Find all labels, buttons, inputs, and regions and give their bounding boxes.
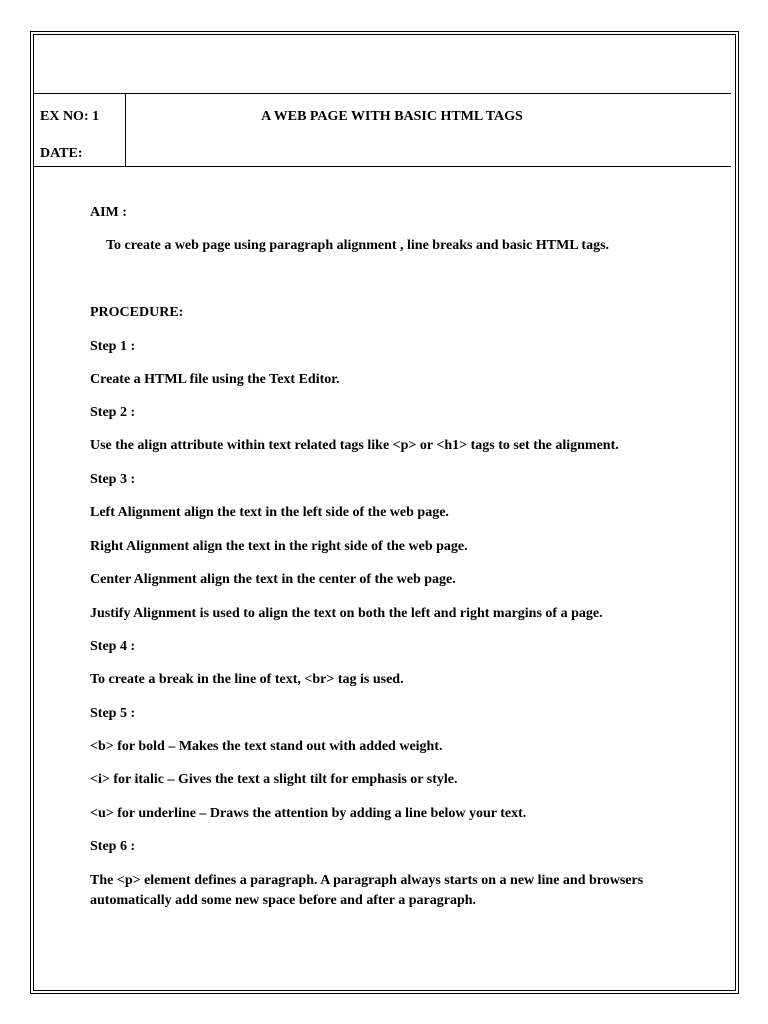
step1-text: Create a HTML file using the Text Editor. bbox=[90, 372, 340, 387]
step3-label: Step 3 : bbox=[90, 472, 136, 487]
step2-text: Use the align attribute within text related tags like <p> or <h1> tags to set the alignment. bbox=[90, 438, 619, 453]
document-title: A WEB PAGE WITH BASIC HTML TAGS bbox=[261, 109, 523, 124]
step3-line-left: Left Alignment align the text in the left side of the web page. bbox=[90, 505, 449, 520]
procedure-heading: PROCEDURE: bbox=[90, 305, 184, 320]
aim-heading: AIM : bbox=[90, 205, 127, 220]
ex-no-label: EX NO: 1 bbox=[40, 109, 100, 124]
step6-label: Step 6 : bbox=[90, 839, 136, 854]
header-band bbox=[34, 93, 731, 167]
step4-text: To create a break in the line of text, <br> tag is used. bbox=[90, 672, 404, 687]
step5-line-underline: <u> for underline – Draws the attention by adding a line below your text. bbox=[90, 806, 527, 821]
step3-line-right: Right Alignment align the text in the right side of the web page. bbox=[90, 539, 468, 554]
date-label: DATE: bbox=[40, 146, 83, 161]
step4-label: Step 4 : bbox=[90, 639, 136, 654]
step3-line-center: Center Alignment align the text in the center of the web page. bbox=[90, 572, 456, 587]
step1-label: Step 1 : bbox=[90, 339, 136, 354]
step5-label: Step 5 : bbox=[90, 706, 136, 721]
step5-line-bold: <b> for bold – Makes the text stand out with added weight. bbox=[90, 739, 443, 754]
aim-text: To create a web page using paragraph alignment , line breaks and basic HTML tags. bbox=[106, 238, 610, 253]
step3-line-justify: Justify Alignment is used to align the text on both the left and right margins of a page. bbox=[90, 606, 603, 621]
step5-line-italic: <i> for italic – Gives the text a slight tilt for emphasis or style. bbox=[90, 772, 458, 787]
header-divider bbox=[125, 93, 126, 166]
step6-text: The <p> element defines a paragraph. A paragraph always starts on a new line and browsers automatically add some new space before and after a paragraph. bbox=[90, 873, 644, 908]
step2-label: Step 2 : bbox=[90, 405, 136, 420]
